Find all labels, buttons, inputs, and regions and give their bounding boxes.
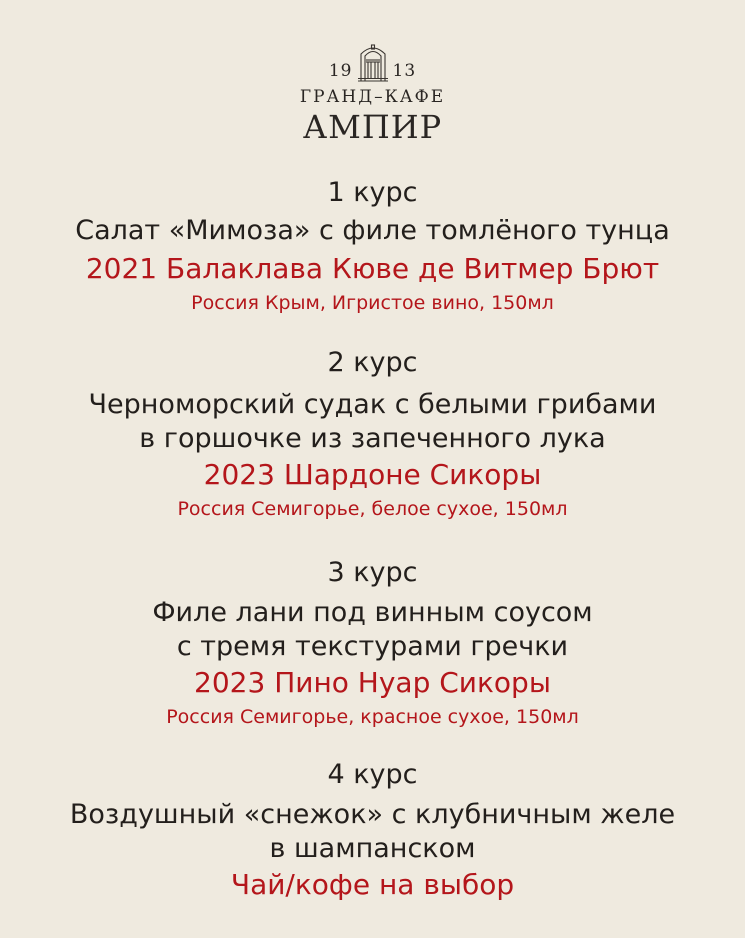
wine-name: 2021 Балаклава Кюве де Витмер Брют	[85, 252, 660, 285]
dish-line: Черноморский судак с белыми грибами	[88, 389, 657, 420]
logo-subtitle: ГРАНД–КАФЕ	[299, 87, 446, 107]
course-1	[0, 176, 745, 318]
course-3	[0, 556, 745, 732]
course-4	[0, 758, 745, 904]
cafe-logo	[0, 38, 745, 146]
dish-line: Салат «Мимоза» с филе томлёного тунца	[75, 215, 670, 246]
logo-year-right: 13	[392, 61, 417, 81]
course-2	[0, 346, 745, 524]
course-label: 2 курс	[327, 347, 418, 378]
course-label: 4 курс	[327, 759, 418, 790]
logo-emblem-row	[0, 38, 745, 82]
wine-name: Чай/кофе на выбор	[230, 868, 515, 901]
wine-name: 2023 Шардоне Сикоры	[203, 458, 542, 491]
course-label: 1 курс	[327, 177, 418, 208]
dish-line: в шампанском	[269, 833, 476, 864]
dish-line: в горшочке из запеченного лука	[139, 423, 606, 454]
logo-year-left: 19	[328, 61, 353, 81]
wine-description: Россия Семигорье, белое сухое, 150мл	[177, 498, 568, 520]
dish-line: Воздушный «снежок» с клубничным желе	[69, 799, 676, 830]
wine-description: Россия Семигорье, красное сухое, 150мл	[166, 706, 579, 728]
logo-brand-name: АМПИР	[302, 108, 443, 146]
dish-line: Филе лани под винным соусом	[152, 597, 593, 628]
dish-line: с тремя текстурами гречки	[176, 631, 569, 662]
wine-name: 2023 Пино Нуар Сикоры	[194, 666, 551, 699]
course-label: 3 курс	[327, 557, 418, 588]
wine-description: Россия Крым, Игристое вино, 150мл	[191, 292, 554, 314]
arch-emblem-icon	[356, 40, 390, 82]
